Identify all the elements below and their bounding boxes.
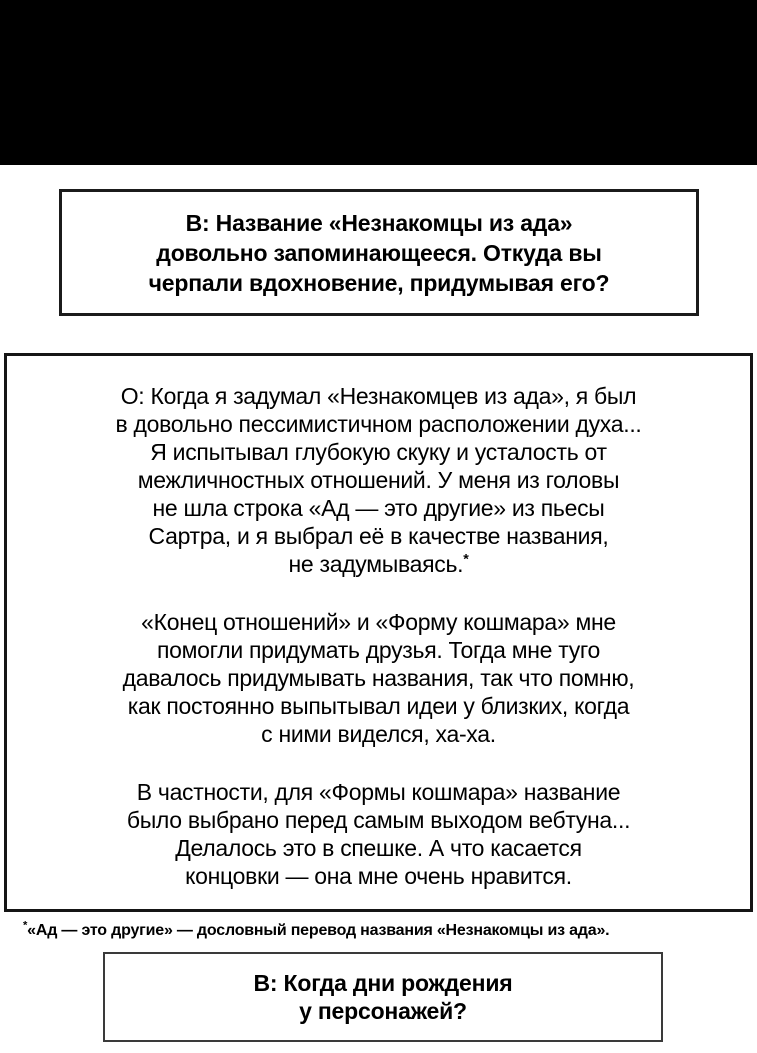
answer-line: В частности, для «Формы кошмара» название [136,779,621,805]
answer-paragraph-3 [7,778,750,890]
question-bottom-line: у персонажей? [299,998,467,1024]
answer-line: в довольно пессимистичном расположении духа... [115,411,642,437]
answer-line: с ними виделся, ха-ха. [261,721,496,747]
answer-box [4,353,753,912]
answer-line: было выбрано перед самым выходом вебтуна... [126,807,631,833]
footnote-text: «Ад — это другие» — дословный перевод названия «Незнакомцы из ада». [27,922,610,939]
footnote-marker: * [463,551,469,568]
answer-line: О: Когда я задумал «Незнакомцев из ада», я был [120,383,637,409]
question-bottom-line: В: Когда дни рождения [253,970,513,996]
question-top-line: черпали вдохновение, придумывая его? [148,269,610,296]
answer-line [7,550,750,578]
question-box-bottom [103,952,663,1042]
answer-line: «Конец отношений» и «Форму кошмара» мне [141,609,616,635]
answer-line: Я испытывал глубокую скуку и усталость от [150,439,607,465]
footnote-asterisk: * [23,919,28,932]
answer-line: не шла строка «Ад — это другие» из пьесы [152,495,605,521]
answer-line: концовки — она мне очень нравится. [185,863,572,889]
question-box-top [59,189,699,316]
answer-line: как постоянно выпытывал идеи у близких, когда [127,693,630,719]
answer-paragraph-1 [7,382,750,578]
answer-line: Сартра, и я выбрал её в качестве названия, [148,523,609,549]
answer-line: Делалось это в спешке. А что касается [175,835,582,861]
footnote [23,921,753,941]
answer-line: межличностных отношений. У меня из головы [137,467,620,493]
answer-paragraph-2 [7,608,750,748]
black-header-panel [0,0,757,165]
question-top-line: В: Название «Незнакомцы из ада» [185,209,573,236]
answer-line: давалось придумывать названия, так что помню, [122,665,635,691]
answer-line: помогли придумать друзья. Тогда мне туго [156,637,601,663]
question-top-line: довольно запоминающееся. Откуда вы [156,239,602,266]
answer-line-text: не задумываясь. [288,551,464,577]
